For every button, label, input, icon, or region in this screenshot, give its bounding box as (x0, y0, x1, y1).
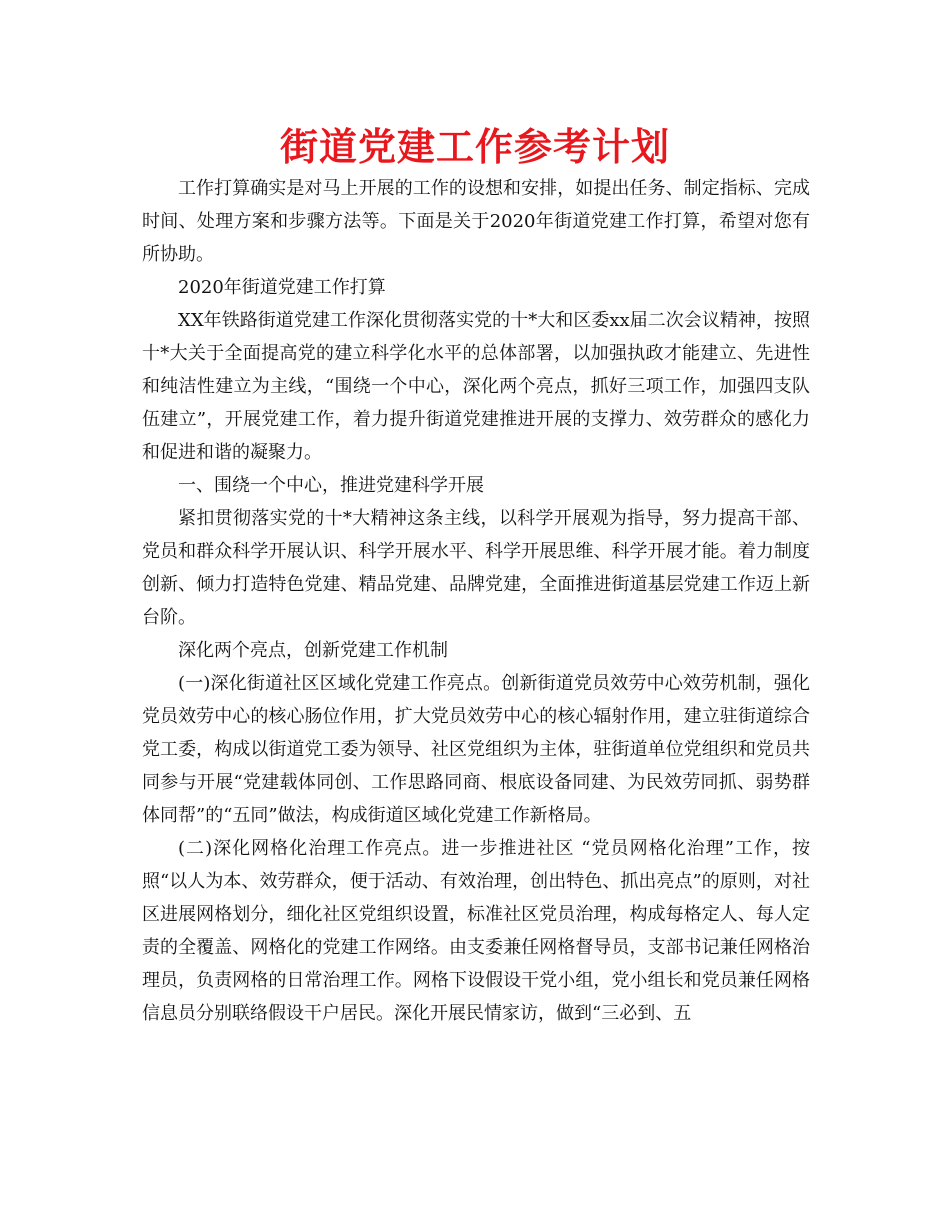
paragraph-overview: XX年铁路街道党建工作深化贯彻落实党的十*大和区委xx届二次会议精神，按照十*大关于全面提高党的建立科学化水平的总体部署，以加强执政才能建立、先进性和纯洁性建立为主线，“围绕一个中心，深化两个亮点，抓好三项工作，加强四支队伍建立”，开展党建工作，着力提升街道党建推进开展的支撑力、效劳群众的感化力和促进和谐的凝聚力。 (142, 310, 810, 463)
paragraph-heading-plan: 2020年街道党建工作打算 (178, 277, 386, 298)
section-heading-two: 深化两个亮点，创新党建工作机制 (178, 640, 448, 661)
document-title: 街道党建工作参考计划 (279, 125, 670, 169)
document-body (142, 172, 810, 1030)
paragraph-item-two: (二)深化网格化治理工作亮点。进一步推进社区 “党员网格化治理”工作，按照“以人为本、效劳群众，便于活动、有效治理，创出特色、抓出亮点”的原则，对社区进展网格划分，细化社区党组织设置，标准社区党员治理，构成每格定人、每人定责的全覆盖、网格化的党建工作网络。由支委兼任网格督导员，支部书记兼任网格治理员，负责网格的日常治理工作。网格下设假设干党小组，党小组长和党员兼任网格信息员分别联络假设干户居民。深化开展民情家访，做到“三必到、五 (142, 838, 810, 1024)
paragraph-section-one: 紧扣贯彻落实党的十*大精神这条主线，以科学开展观为指导，努力提高干部、党员和群众科学开展认识、科学开展水平、科学开展思维、科学开展才能。着力制度创新、倾力打造特色党建、精品党建、品牌党建，全面推进街道基层党建工作迈上新台阶。 (142, 508, 810, 628)
section-heading-one: 一、围绕一个中心，推进党建科学开展 (178, 475, 484, 496)
paragraph-item-one: (一)深化街道社区区域化党建工作亮点。创新街道党员效劳中心效劳机制，强化党员效劳中心的核心肠位作用，扩大党员效劳中心的核心辐射作用，建立驻街道综合党工委，构成以街道党工委为领导、社区党组织为主体，驻街道单位党组织和党员共同参与开展“党建载体同创、工作思路同商、根底设备同建、为民效劳同抓、弱势群体同帮”的“五同”做法，构成街道区域化党建工作新格局。 (142, 673, 810, 826)
paragraph-intro: 工作打算确实是对马上开展的工作的设想和安排，如提出任务、制定指标、完成时间、处理方案和步骤方法等。下面是关于2020年街道党建工作打算，希望对您有所协助。 (142, 178, 810, 265)
